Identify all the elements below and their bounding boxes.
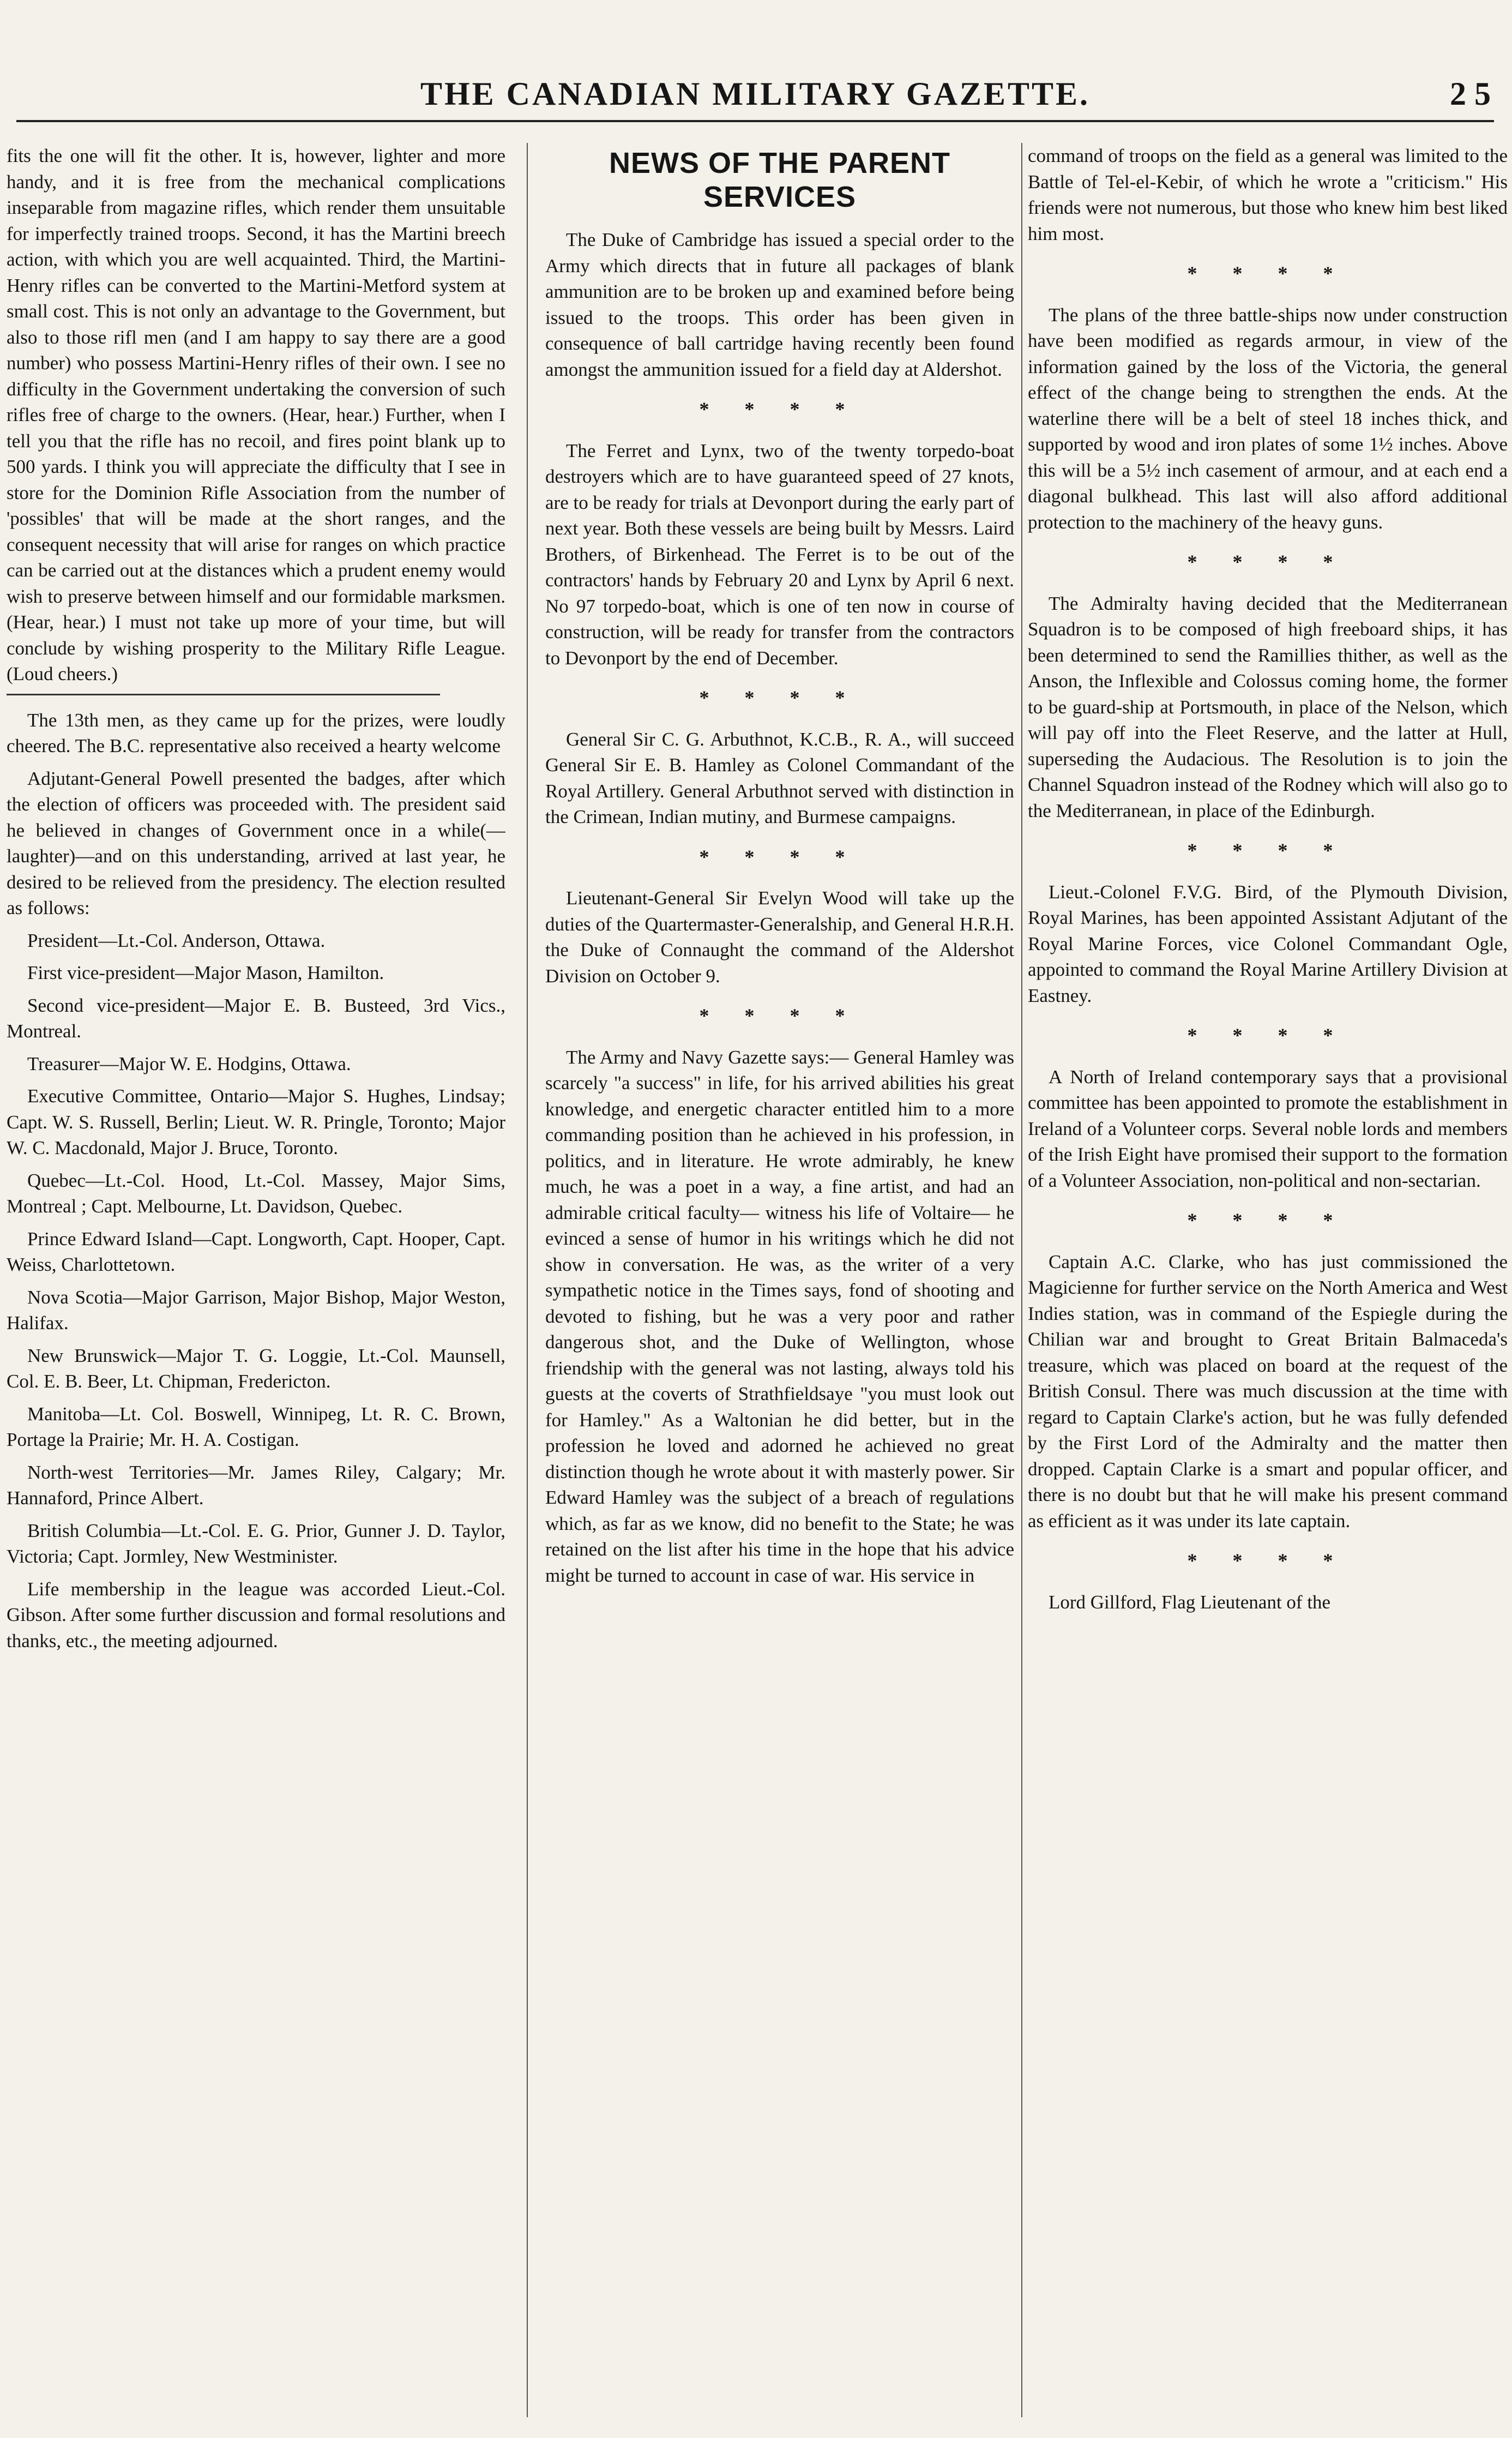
paragraph: fits the one will fit the other. It is, however, lighter and more handy, and it is free from the mechanical complications inseparable from magazine rifles, which render them unsuitable for imperfectly trained troops. Second, it has the Martini breech action, with which you are well acquainted. Third, the Martini-Henry rifles can be converted to the Martini-Metford system at small cost. This is not only an advantage to the Government, but also to those rifl men (and I am happy to say there are a good number) who possess Martini-Henry rifles of their own. I see no difficulty in the Government undertaking the conversion of such rifles free of charge to the owners. (Hear, hear.) Further, when I tell you that the rifle has no recoil, and fires point blank up to 500 yards. I think you will appreciate the difficulty that I see in store for the Dominion Rifle Association from the number of 'possibles' that will be made at the short ranges, and the consequent necessity that will arise for ranges on which practice can be carried out at the distances which a prudent enemy would wish to preserve between himself and our formidable marksmen. (Hear, hear.) I must not take up more of your time, but will conclude by wishing prosperity to the Military Rifle League. (Loud cheers.) [7,145,505,684]
column-divider [527,143,528,2417]
paragraph: Lieut.-Colonel F.V.G. Bird, of the Plymouth Division, Royal Marines, has been appointed Assistant Adjutant of the Royal Marine Forces, vice Colonel Commandant Ogle, appointed to command the Royal Marine Artillery Division at Eastney. [1028,881,1508,1006]
section-headline: NEWS OF THE PARENT SERVICES [609,147,950,213]
paragraph: The Ferret and Lynx, two of the twenty torpedo-boat destroyers which are to have guaranteed speed of 27 knots, are to be ready for trials at Devonport during the early part of next year. Both these vessels are being built by Messrs. Laird Brothers, of Birkenhead. The Ferret is to be out of the contractors' hands by February 20 and Lynx by April 6 next. No 97 torpedo-boat, which is one of ten now in course of construction, will be ready for transfer from the contractors to Devonport by the end of December. [545,440,1014,669]
election-entry: Quebec—Lt.-Col. Hood, Lt.-Col. Massey, Major Sims, Montreal ; Capt. Melbourne, Lt. Davidson, Quebec. [7,1169,505,1217]
election-entry: Manitoba—Lt. Col. Boswell, Winnipeg, Lt. R. C. Brown, Portage la Prairie; Mr. H. A. Costigan. [7,1403,505,1450]
paragraph: The Duke of Cambridge has issued a special order to the Army which directs that in future all packages of blank ammunition are to be broken up and examined before being issued to the troops. This order has been given in consequence of ball cartridge having recently been found amongst the ammunition issued for a field day at Aldershot. [545,229,1014,380]
star-divider: * * * * [699,398,860,420]
masthead [16,65,1494,122]
paragraph: command of troops on the field as a general was limited to the Battle of Tel-el-Kebir, of which he wrote a "criticism." His friends were not numerous, but those who knew him best liked him most. [1028,145,1508,244]
page-number: 2 5 [1450,76,1491,112]
paragraph: General Sir C. G. Arbuthnot, K.C.B., R. A., will succeed General Sir E. B. Hamley as Colonel Commandant of the Royal Artillery. General Arbuthnot served with distinction in the Crimean, Indian mutiny, and Burmese campaigns. [545,728,1014,827]
paragraph: The Army and Navy Gazette says:— General Hamley was scarcely "a success" in life, for his arrived abilities his great knowledge, and energetic character entitled him to a more commanding position than he achieved in his profession, in politics, and in literature. He wrote admirably, he knew much, he was a poet in a way, a fine artist, and had an admirable critical faculty— witness his life of Voltaire— he evinced a sense of humor in his writings which he did not show in conversation. He was, as the writer of a very sympathetic notice in the Times says, fond of shooting and devoted to fishing, but he was a very poor and rather dangerous shot, and the Duke of Wellington, whose friendship with the general was not lasting, always told his guests at the coverts of Strathfieldsaye "you must look out for Hamley." As a Waltonian he did better, but in the profession he loved and adorned he achieved no great distinction though he wrote about it with masterly power. Sir Edward Hamley was the subject of a breach of regulations which, as far as we know, did no benefit to the State; he was retained on the list after his time in the hope that his advice might be turned to account in case of war. His service in [545,1046,1014,1586]
star-divider: * * * * [699,687,860,708]
election-entry: North-west Territories—Mr. James Riley, Calgary; Mr. Hannaford, Prince Albert. [7,1461,505,1509]
star-divider: * * * * [1187,1550,1348,1571]
paragraph: The plans of the three battle-ships now under construction have been modified as regards armour, in view of the information gained by the loss of the Victoria, the general effect of the change being to strengthen the ends. At the waterline there will be a belt of steel 18 inches thick, and supported by wood and iron plates of some 1½ inches. Above this will be a 5½ inch casement of armour, and at each end a diagonal bulkhead. This last will also afford additional protection to the machinery of the heavy guns. [1028,304,1508,533]
star-divider: * * * * [1187,262,1348,284]
paragraph: A North of Ireland contemporary says that a provisional committee has been appointed to promote the establishment in Ireland of a Volunteer corps. Several noble lords and members of the Irish Eight have promised their support to the formation of a Volunteer Association, non-political and non-sectarian. [1028,1066,1508,1191]
paragraph: Lord Gillford, Flag Lieutenant of the [1049,1591,1331,1613]
star-divider: * * * * [1187,1209,1348,1231]
election-entry: Nova Scotia—Major Garrison, Major Bishop, Major Weston, Halifax. [7,1286,505,1334]
election-entry: Executive Committee, Ontario—Major S. Hughes, Lindsay; Capt. W. S. Russell, Berlin; Lieut. W. R. Pringle, Toronto; Major W. C. Macdonald, Major J. Bruce, Toronto. [7,1085,505,1158]
star-divider: * * * * [699,845,860,868]
column-left [7,143,505,2412]
column-right [1028,143,1508,2412]
star-divider: * * * * [699,1005,860,1026]
column-divider [1021,143,1022,2417]
paragraph: Captain A.C. Clarke, who has just commissioned the Magicienne for further service on the North America and West Indies station, was in command of the Espiegle during the Chilian war and brought to Great Britain Balmaceda's treasure, which was placed on board at the request of the British Consul. There was much discussion at the time with regard to Captain Clarke's action, but he was fully defended by the First Lord of the Admiralty and the matter then dropped. Captain Clarke is a smart and popular officer, and there is no doubt but that he will make his present command as efficient as it was under its late captain. [1028,1251,1508,1532]
paragraph: Adjutant-General Powell presented the badges, after which the election of officers was proceeded with. The president said he believed in changes of Government once in a while(—laughter)—and on this understanding, arrived at last year, he desired to be relieved from the presidency. The election resulted as follows: [7,767,505,918]
column-middle [545,143,1014,2412]
newspaper-title: THE CANADIAN MILITARY GAZETTE. [420,76,1091,112]
election-entry: Prince Edward Island—Capt. Longworth, Capt. Hooper, Capt. Weiss, Charlottetown. [7,1228,505,1275]
paragraph: Lieutenant-General Sir Evelyn Wood will take up the duties of the Quartermaster-Generalship, and General H.R.H. the Duke of Connaught the command of the Aldershot Division on October 9. [545,887,1014,987]
paragraph: The Admiralty having decided that the Mediterranean Squadron is to be composed of high freeboard ships, it has been determined to send the Ramillies thither, as well as the Anson, the Inflexible and Colossus coming home, the former to be guard-ship at Portsmouth, in place of the Nelson, which will pay off into the Fleet Reserve, and the latter at Hull, superseding the Audacious. The Resolution is to join the Channel Squadron instead of the Rodney which will also go to the Mediterranean, in place of the Edinburgh. [1028,592,1508,821]
paragraph: Life membership in the league was accorded Lieut.-Col. Gibson. After some further discussion and formal resolutions and thanks, etc., the meeting adjourned. [7,1578,505,1652]
election-entry: Second vice-president—Major E. B. Busteed, 3rd Vics., Montreal. [7,994,505,1042]
separator-rule [7,694,440,701]
paragraph: The 13th men, as they came up for the prizes, were loudly cheered. The B.C. representative also received a hearty welcome [7,709,505,756]
election-entry: British Columbia—Lt.-Col. E. G. Prior, Gunner J. D. Taylor, Victoria; Capt. Jormley, New Westminister. [7,1520,505,1567]
election-entry: First vice-president—Major Mason, Hamilton. [27,962,384,983]
star-divider: * * * * [1187,551,1348,573]
election-entry: President—Lt.-Col. Anderson, Ottawa. [27,929,326,951]
election-entry: Treasurer—Major W. E. Hodgins, Ottawa. [27,1053,351,1074]
star-divider: * * * * [1187,839,1348,861]
star-divider: * * * * [1187,1024,1348,1046]
election-entry: New Brunswick—Major T. G. Loggie, Lt.-Col. Maunsell, Col. E. B. Beer, Lt. Chipman, Fredericton. [7,1344,505,1392]
